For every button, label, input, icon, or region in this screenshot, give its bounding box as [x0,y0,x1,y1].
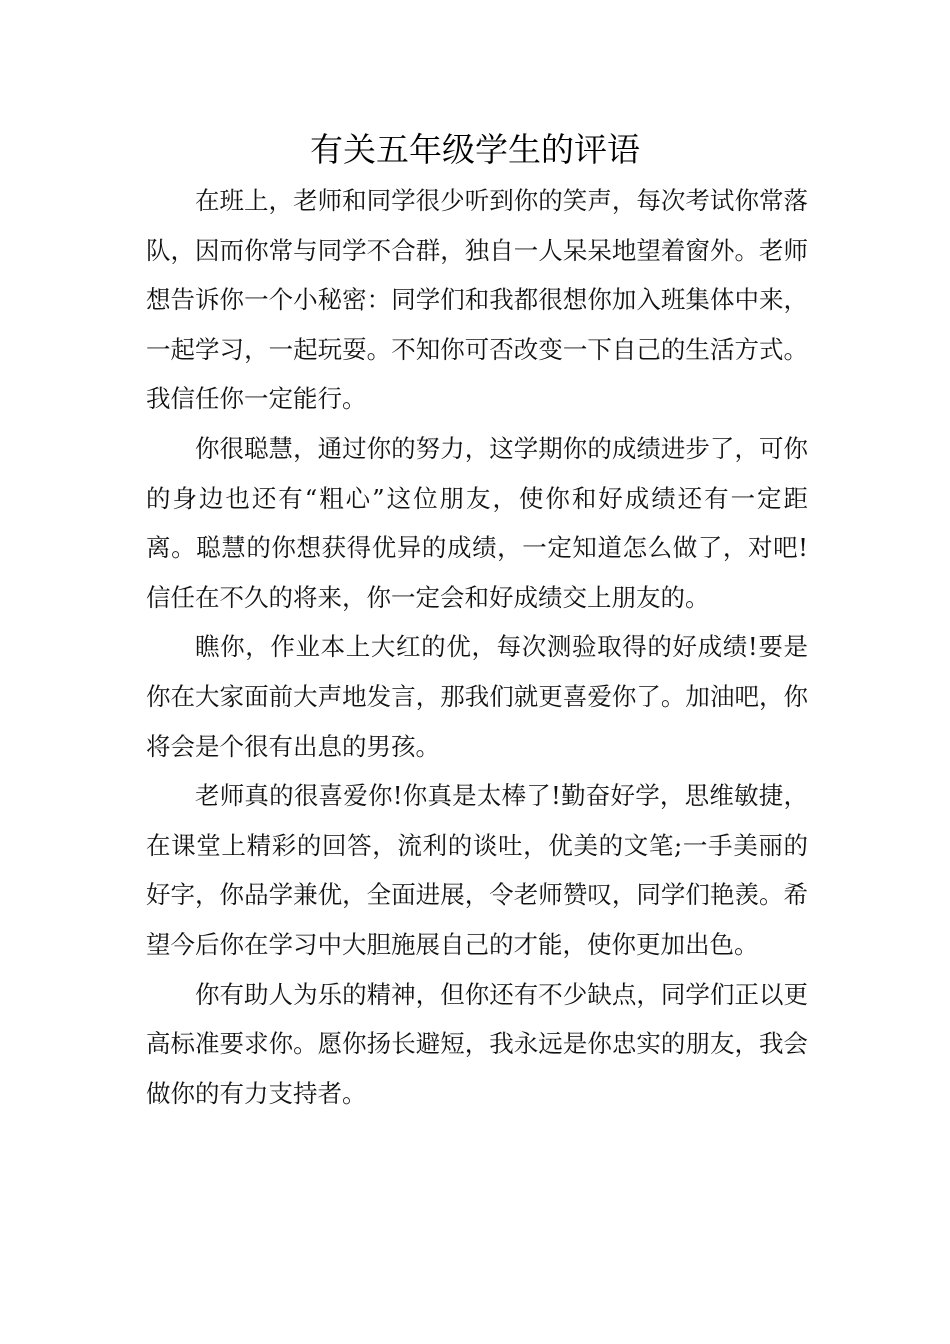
paragraph-5: 你有助人为乐的精神，但你还有不少缺点，同学们正以更高标准要求你。愿你扬长避短，我永远是你忠实的朋友，我会做你的有力支持者。 [146,979,808,1108]
paragraph-4: 老师真的很喜爱你!你真是太棒了!勤奋好学，思维敏捷，在课堂上精彩的回答，流利的谈吐，优美的文笔;一手美丽的好字，你品学兼优，全面进展，令老师赞叹，同学们艳羡。希望今后你在学习中大胆施展自己的才能，使你更加出色。 [146,781,808,959]
document-title: 有关五年级学生的评语 [310,130,640,169]
document-body [146,176,808,1118]
paragraph-1: 在班上，老师和同学很少听到你的笑声，每次考试你常落队，因而你常与同学不合群，独自一人呆呆地望着窗外。老师想告诉你一个小秘密：同学们和我都很想你加入班集体中来，一起学习，一起玩耍。不知你可否改变一下自己的生活方式。我信任你一定能行。 [146,186,808,414]
paragraph-3: 瞧你，作业本上大红的优，每次测验取得的好成绩!要是你在大家面前大声地发言，那我们就更喜爱你了。加油吧，你将会是个很有出息的男孩。 [146,632,808,761]
paragraph-2: 你很聪慧，通过你的努力，这学期你的成绩进步了，可你的身边也还有“粗心”这位朋友，使你和好成绩还有一定距离。聪慧的你想获得优异的成绩，一定知道怎么做了，对吧!信任在不久的将来，你一定会和好成绩交上朋友的。 [146,433,808,612]
